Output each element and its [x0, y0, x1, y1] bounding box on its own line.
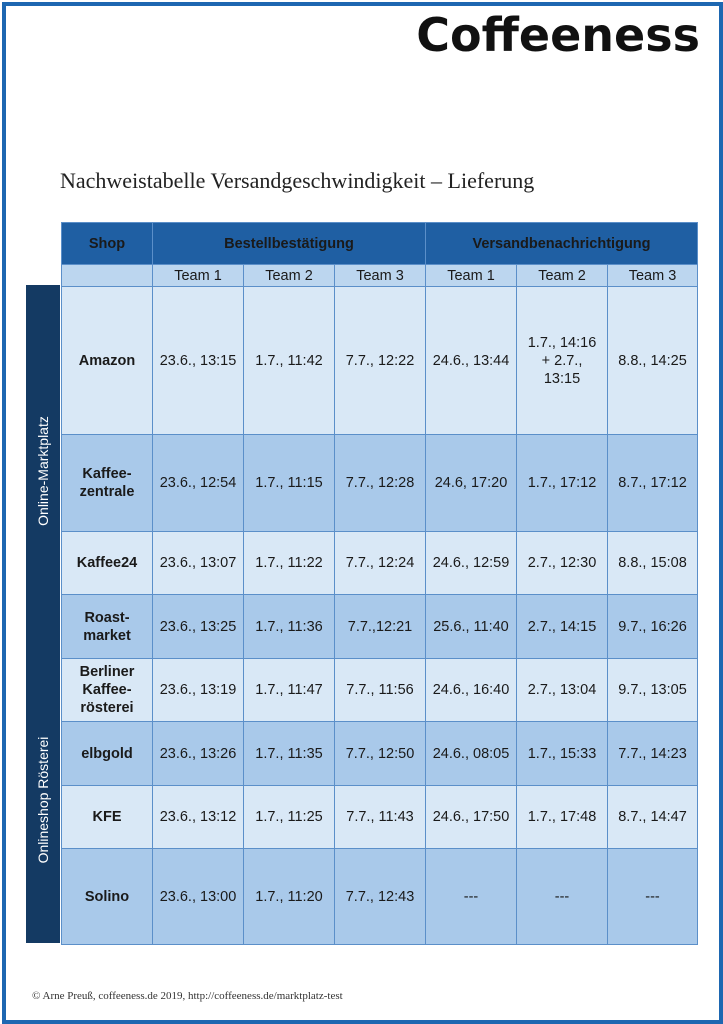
table-row [62, 786, 698, 849]
subheader-blank [62, 265, 153, 287]
shop-name [62, 786, 153, 849]
table-cell: 25.6., 11:40 [426, 595, 517, 659]
shop-name-line: Berliner [79, 664, 135, 680]
table-cell: 1.7., 11:36 [244, 595, 335, 659]
table-cell: 8.8., 15:08 [608, 532, 698, 595]
shop-name-line: zentrale [79, 484, 135, 500]
cell-line: + 2.7., [541, 352, 583, 369]
table-row [62, 532, 698, 595]
table-cell: 23.6., 13:07 [153, 532, 244, 595]
group-label-roastery-text: Onlineshop Rösterei [35, 736, 51, 864]
table-cell: 24.6., 16:40 [426, 659, 517, 722]
shop-name [62, 849, 153, 945]
header-bestellbestaetigung: Bestellbestätigung [153, 223, 426, 265]
table-cell: 24.6., 08:05 [426, 722, 517, 786]
table-cell: 23.6., 13:00 [153, 849, 244, 945]
shop-name-line: Roast- [84, 609, 130, 626]
cell-line: 1.7., 14:16 [527, 334, 597, 351]
table-row [62, 595, 698, 659]
table-cell: 23.6., 13:12 [153, 786, 244, 849]
shop-name-line: Amazon [78, 352, 136, 369]
cell-line: 13:15 [543, 370, 581, 387]
table-cell: 7.7., 14:23 [608, 722, 698, 786]
table-row [62, 722, 698, 786]
shop-name [62, 435, 153, 532]
subheader-team: Team 1 [153, 265, 244, 287]
table-row [62, 659, 698, 722]
group-label-marketplace [26, 285, 60, 657]
table-cell: 2.7., 13:04 [517, 659, 608, 722]
copyright-footer: © Arne Preuß, coffeeness.de 2019, http://coffeeness.de/marktplatz-test [32, 990, 343, 1002]
table-cell: 7.7., 11:43 [335, 786, 426, 849]
table-cell: 1.7., 11:42 [244, 287, 335, 435]
table-cell: 23.6., 13:15 [153, 287, 244, 435]
table-cell: 9.7., 13:05 [608, 659, 698, 722]
table-cell: 1.7., 11:22 [244, 532, 335, 595]
subheader-team: Team 2 [517, 265, 608, 287]
shop-name-line: Kaffee24 [76, 555, 138, 571]
shop-name-line: market [83, 627, 131, 644]
table-cell: 7.7.,12:21 [335, 595, 426, 659]
table-cell: 8.8., 14:25 [608, 287, 698, 435]
shop-name-line: KFE [92, 809, 122, 825]
shop-name [62, 659, 153, 722]
shop-name-line: Solino [84, 888, 130, 905]
table-cell: 1.7., 11:35 [244, 722, 335, 786]
subheader-team: Team 1 [426, 265, 517, 287]
shop-name-line: Kaffee- [82, 682, 132, 698]
table-cell: 7.7., 12:28 [335, 435, 426, 532]
table-row [62, 849, 698, 945]
coffeeness-logo: Coffeeness [416, 8, 700, 62]
table-row [62, 435, 698, 532]
table-cell: 7.7., 12:24 [335, 532, 426, 595]
table-subheader-row [62, 265, 698, 287]
header-shop: Shop [62, 223, 153, 265]
table-cell: 1.7., 17:48 [517, 786, 608, 849]
shop-name-line: rösterei [80, 700, 134, 716]
table-cell: 8.7., 14:47 [608, 786, 698, 849]
table-cell: 7.7., 11:56 [335, 659, 426, 722]
shop-name [62, 595, 153, 659]
table-cell: 24.6., 12:59 [426, 532, 517, 595]
table-cell: --- [517, 849, 608, 945]
table-cell: 2.7., 14:15 [517, 595, 608, 659]
table-cell: 23.6., 13:25 [153, 595, 244, 659]
subheader-team: Team 3 [335, 265, 426, 287]
table-row [62, 287, 698, 435]
table-cell: --- [426, 849, 517, 945]
table-cell: 7.7., 12:50 [335, 722, 426, 786]
table-cell: 1.7., 15:33 [517, 722, 608, 786]
shop-name [62, 722, 153, 786]
subheader-team: Team 3 [608, 265, 698, 287]
shop-name [62, 532, 153, 595]
delivery-table [61, 222, 698, 945]
subheader-team: Team 2 [244, 265, 335, 287]
shop-name [62, 287, 153, 435]
table-cell: 1.7., 11:47 [244, 659, 335, 722]
table-cell: 23.6., 13:26 [153, 722, 244, 786]
table-cell: 1.7., 11:20 [244, 849, 335, 945]
group-label-marketplace-text: Online-Marktplatz [35, 416, 51, 526]
table-cell: 2.7., 12:30 [517, 532, 608, 595]
shop-name-line: Kaffee- [82, 466, 132, 482]
table-cell: 1.7., 17:12 [517, 435, 608, 532]
table-cell: 23.6., 12:54 [153, 435, 244, 532]
table-cell: --- [608, 849, 698, 945]
group-label-roastery [26, 657, 60, 943]
table-cell: 7.7., 12:22 [335, 287, 426, 435]
table-cell: 23.6., 13:19 [153, 659, 244, 722]
table-cell: 9.7., 16:26 [608, 595, 698, 659]
table-cell: 8.7., 17:12 [608, 435, 698, 532]
page-title: Nachweistabelle Versandgeschwindigkeit – Lieferung [60, 168, 535, 193]
table-cell: 1.7., 11:25 [244, 786, 335, 849]
table-cell: 1.7., 11:15 [244, 435, 335, 532]
table-cell: 7.7., 12:43 [335, 849, 426, 945]
shop-name-line: elbgold [81, 745, 133, 762]
table-header-row [62, 223, 698, 265]
table-cell: 24.6., 17:50 [426, 786, 517, 849]
header-versandbenachrichtigung: Versandbenachrichtigung [426, 223, 698, 265]
table-cell: 24.6., 13:44 [426, 287, 517, 435]
table-cell-multi [517, 287, 608, 435]
table-cell: 24.6, 17:20 [426, 435, 517, 532]
